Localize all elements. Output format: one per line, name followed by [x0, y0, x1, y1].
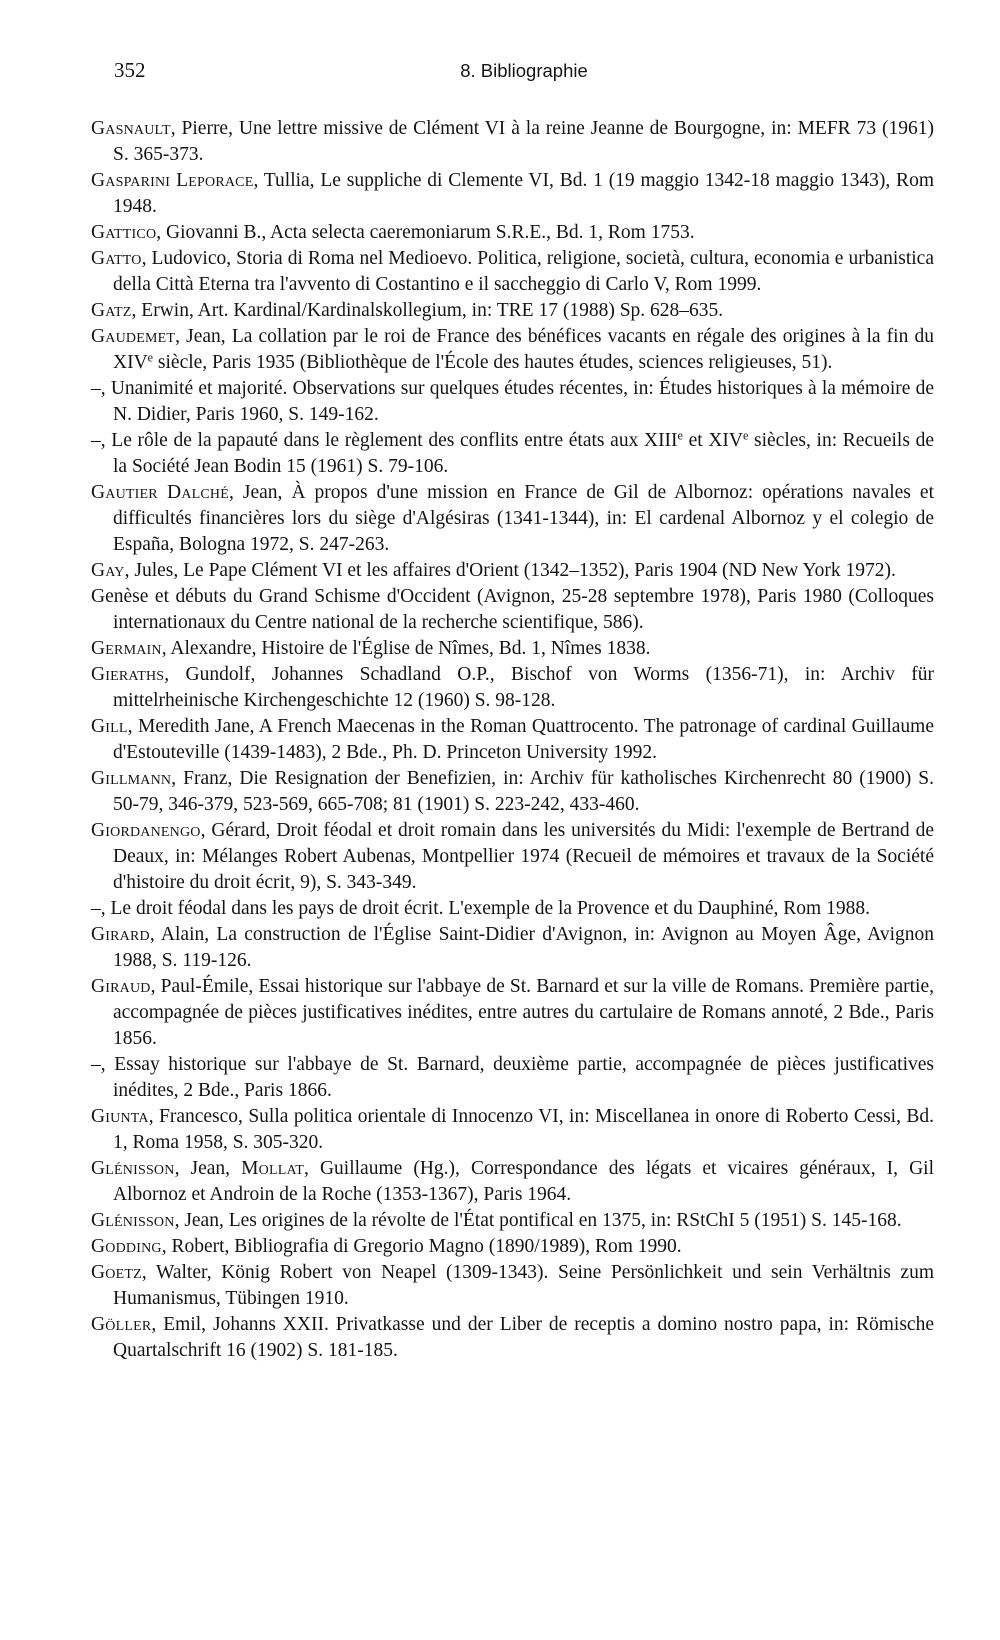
- entry-author: Glénisson: [91, 1158, 175, 1179]
- entry-text: , Jean,: [174, 1158, 242, 1179]
- bibliography-entry: [91, 1234, 934, 1260]
- bibliography-entry: [91, 246, 934, 298]
- entry-text: , Tullia, Le suppliche di Clemente VI, Bd. 1 (19 maggio 1342-18 maggio 1343), Rom 1948.: [113, 170, 934, 217]
- entry-author: Göller: [91, 1314, 152, 1335]
- entry-author: Gattico: [91, 222, 157, 243]
- entry-text: –, Le rôle de la papauté dans le règlement des conflits entre états aux XIII: [91, 430, 678, 451]
- entry-text: –, Le droit féodal dans les pays de droit écrit. L'exemple de la Provence et du Dauphiné, Rom 1988.: [91, 898, 870, 919]
- superscript-e: e: [742, 428, 749, 443]
- entry-author: Gautier Dalché: [91, 482, 229, 503]
- entry-author: Goetz: [91, 1262, 142, 1283]
- entry-text: , Gérard, Droit féodal et droit romain dans les universités du Midi: l'exemple de Bertrand de Deaux, in: Mélanges Robert Aubenas, Montpellier 1974 (Recueil de mémoires et travaux de la Société d'histoire du droit écrit, 9), S. 343-349.: [113, 820, 934, 893]
- bibliography-entry: [91, 220, 934, 246]
- entry-author: Girard: [91, 924, 150, 945]
- entry-text: , Jean, Les origines de la révolte de l'État pontifical en 1375, in: RStChI 5 (1951) S. 145-168.: [174, 1210, 902, 1231]
- entry-author: Gieraths: [91, 664, 165, 685]
- entry-text: , Franz, Die Resignation der Benefizien, in: Archiv für katholisches Kirchenrecht 80 (1900) S. 50-79, 346-379, 523-569, 665-708; 81 (1901) S. 223-242, 433-460.: [113, 768, 934, 815]
- bibliography-entry: [91, 298, 934, 324]
- bibliography-entry: [91, 1260, 934, 1312]
- entry-text: , Jean, La collation par le roi de France des bénéfices vacants en régale des origines à la fin du XIV: [113, 326, 934, 373]
- entry-text: , Ludovico, Storia di Roma nel Medioevo. Politica, religione, società, cultura, economia e urbanistica della Città Eterna tra l'avvento di Costantino e il saccheggio di Carlo V, Rom 1999.: [113, 248, 934, 295]
- entry-text-continued: siècles, in: Recueils de la Société Jean Bodin 15 (1961) S. 79-106.: [113, 430, 934, 477]
- entry-author: Gaudemet: [91, 326, 176, 347]
- bibliography-entry: [91, 116, 934, 168]
- entry-author: Godding: [91, 1236, 162, 1257]
- entry-text: , Erwin, Art. Kardinal/Kardinalskollegium, in: TRE 17 (1988) Sp. 628–635.: [131, 300, 724, 321]
- bibliography-entry: [91, 714, 934, 766]
- bibliography-entry: [91, 662, 934, 714]
- entry-text: , Alexandre, Histoire de l'Église de Nîmes, Bd. 1, Nîmes 1838.: [161, 638, 651, 659]
- entry-text: , Giovanni B., Acta selecta caeremoniarum S.R.E., Bd. 1, Rom 1753.: [156, 222, 695, 243]
- bibliography-entry: [91, 636, 934, 662]
- entry-text: –, Essay historique sur l'abbaye de St. Barnard, deuxième partie, accompagnée de pièces justificatives inédites, 2 Bde., Paris 1866.: [91, 1054, 934, 1101]
- entry-text-continued: , Guillaume (Hg.), Correspondance des légats et vicaires généraux, I, Gil Albornoz et Androin de la Roche (1353-1367), Paris 1964.: [113, 1158, 935, 1205]
- entry-text: , Alain, La construction de l'Église Saint-Didier d'Avignon, in: Avignon au Moyen Âge, Avignon 1988, S. 119-126.: [113, 924, 934, 971]
- bibliography-entry: [91, 168, 934, 220]
- entry-text: , Emil, Johanns XXII. Privatkasse und der Liber de receptis a domino nostro papa, in: Römische Quartalschrift 16 (1902) S. 181-185.: [113, 1314, 934, 1361]
- entry-author: Gay: [91, 560, 125, 581]
- entry-text: , Jules, Le Pape Clément VI et les affaires d'Orient (1342–1352), Paris 1904 (ND New York 1972).: [124, 560, 896, 581]
- entry-text-continued: siècle, Paris 1935 (Bibliothèque de l'École des hautes études, sciences religieuses, 51).: [153, 352, 833, 373]
- bibliography-entry: [91, 896, 934, 922]
- entry-author: Gill: [91, 716, 128, 737]
- entry-author: Glénisson: [91, 1210, 175, 1231]
- entry-text: , Pierre, Une lettre missive de Clément VI à la reine Jeanne de Bourgogne, in: MEFR 73 (1961) S. 365-373.: [113, 118, 934, 165]
- running-title: 8. Bibliographie: [460, 60, 588, 81]
- bibliography-entry: [91, 480, 934, 558]
- entry-text: Genèse et débuts du Grand Schisme d'Occident (Avignon, 25-28 septembre 1978), Paris 1980 (Colloques internationaux du Centre national de la recherche scientifique, 586).: [91, 586, 934, 633]
- bibliography-entry: [91, 324, 934, 376]
- entry-author: Giordanengo: [91, 820, 201, 841]
- bibliography-list: [91, 116, 934, 1364]
- bibliography-entry: [91, 1104, 934, 1156]
- entry-text: , Meredith Jane, A French Maecenas in the Roman Quattrocento. The patronage of cardinal Guillaume d'Estouteville (1439-1483), 2 Bde., Ph. D. Princeton University 1992.: [113, 716, 934, 763]
- entry-author: Germain: [91, 638, 162, 659]
- page-header: [114, 58, 934, 94]
- entry-author: Gasnault: [91, 118, 171, 139]
- entry-text: , Paul-Émile, Essai historique sur l'abbaye de St. Barnard et sur la ville de Romans. Première partie, accompagnée de pièces justificatives inédites, entre autres du cartulaire de Romans annoté, 2 Bde., Paris 1856.: [113, 976, 934, 1049]
- entry-author: Giunta: [91, 1106, 149, 1127]
- entry-author: Giraud: [91, 976, 151, 997]
- entry-author: Gillmann: [91, 768, 172, 789]
- bibliography-entry: [91, 558, 934, 584]
- bibliography-entry: [91, 376, 934, 428]
- entry-author: Gatto: [91, 248, 142, 269]
- entry-text: , Jean, À propos d'une mission en France de Gil de Albornoz: opérations navales et difficultés financières lors du siège d'Algésiras (1341-1344), in: El cardenal Albornoz y el colegio de España, Bologna 1972, S. 247-263.: [113, 482, 934, 555]
- entry-author: Gatz: [91, 300, 132, 321]
- bibliography-entry: [91, 974, 934, 1052]
- bibliography-entry: [91, 1208, 934, 1234]
- superscript-e: e: [677, 428, 683, 443]
- entry-text: , Francesco, Sulla politica orientale di Innocenzo VI, in: Miscellanea in onore di Roberto Cessi, Bd. 1, Roma 1958, S. 305-320.: [113, 1106, 934, 1153]
- bibliography-entry: [91, 1312, 934, 1364]
- bibliography-entry: [91, 1156, 934, 1208]
- bibliography-entry: [91, 428, 934, 480]
- superscript-e: e: [147, 350, 154, 365]
- bibliography-entry: [91, 766, 934, 818]
- entry-author: Gasparini Leporace: [91, 170, 254, 191]
- entry-text: , Robert, Bibliografia di Gregorio Magno (1890/1989), Rom 1990.: [161, 1236, 682, 1257]
- entry-text-continued: et XIV: [682, 430, 743, 451]
- page-number: 352: [114, 58, 146, 82]
- entry-text: –, Unanimité et majorité. Observations sur quelques études récentes, in: Études historiques à la mémoire de N. Didier, Paris 1960, S. 149-162.: [91, 378, 934, 425]
- bibliography-entry: [91, 584, 934, 636]
- entry-text: , Gundolf, Johannes Schadland O.P., Bischof von Worms (1356-71), in: Archiv für mittelrheinische Kirchengeschichte 12 (1960) S. 98-128.: [113, 664, 934, 711]
- entry-second-author: Mollat: [241, 1158, 304, 1179]
- bibliography-entry: [91, 922, 934, 974]
- bibliography-entry: [91, 818, 934, 896]
- bibliography-entry: [91, 1052, 934, 1104]
- entry-text: , Walter, König Robert von Neapel (1309-1343). Seine Persönlichkeit und sein Verhältnis zum Humanismus, Tübingen 1910.: [113, 1262, 934, 1309]
